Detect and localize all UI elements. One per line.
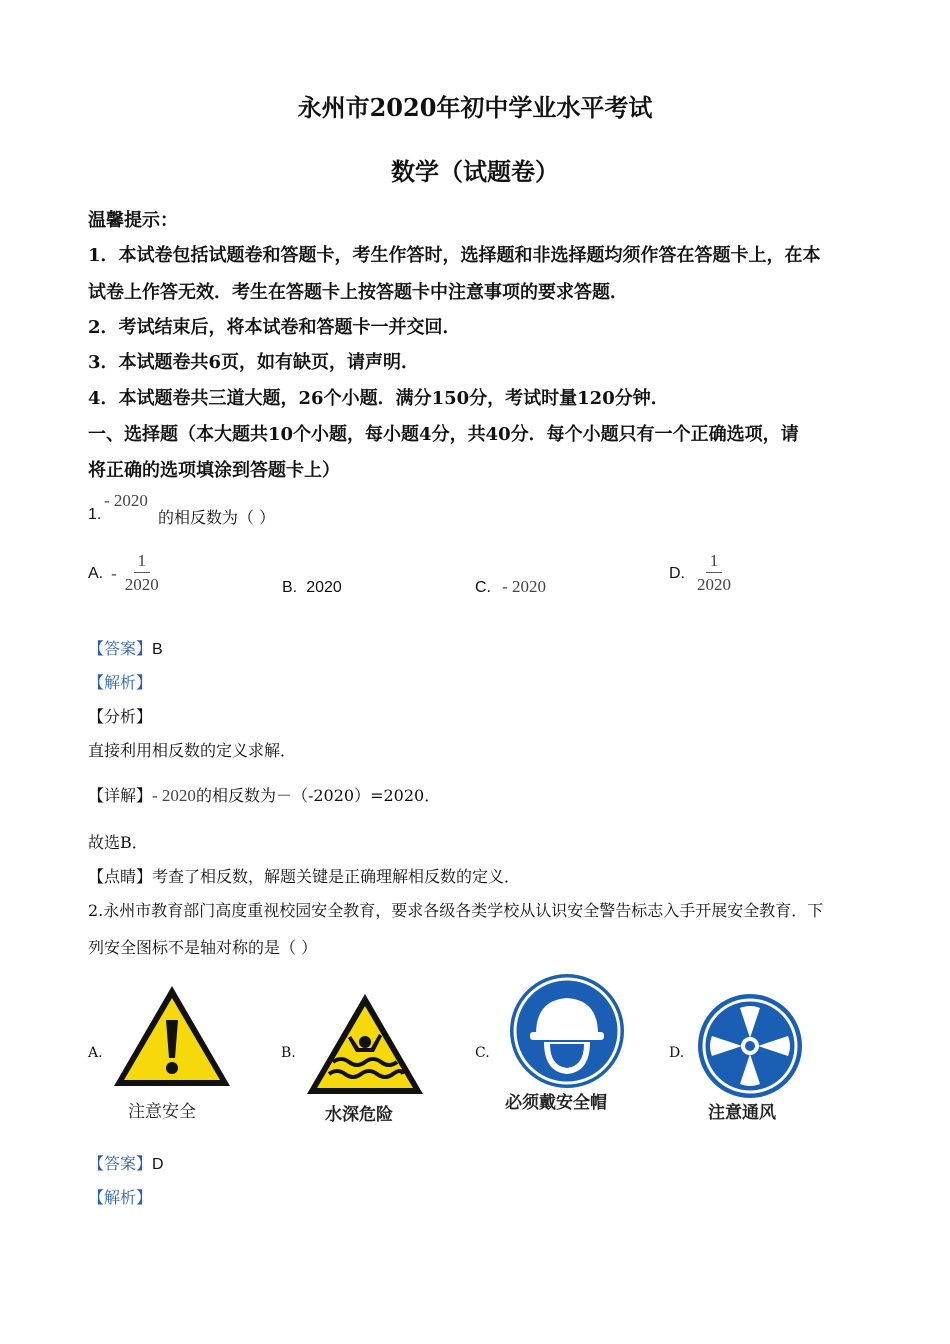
option-c-label: C.	[475, 579, 491, 596]
tips-heading: 温馨提示：	[88, 210, 178, 231]
q1-option-c[interactable]	[475, 577, 546, 597]
option-a-numerator: 1	[134, 550, 151, 573]
q1-comment	[88, 864, 520, 887]
tips-item-3: 3．本试题卷共6页，如有缺页，请声明．	[88, 352, 420, 373]
q2-option-b-label: B.	[281, 1045, 296, 1061]
q1-analysis-tag: 【解析】	[88, 673, 153, 692]
q1-fenxi-text: 直接利用相反数的定义求解．	[88, 741, 297, 760]
option-d-numerator: 1	[706, 550, 723, 573]
q2-option-d-label: D.	[669, 1045, 685, 1061]
q2-stem: 2.永州市教育部门高度重视校园安全教育，要求各级各类学校从认识安全警告标志入手开展安全教育．下	[88, 901, 824, 920]
option-c-value: - 2020	[502, 577, 547, 596]
section-heading-cont: 将正确的选项填涂到答题卡上）	[88, 460, 340, 481]
page-subtitle: 数学（试题卷）	[391, 157, 559, 186]
answer-tag: 【答案】	[88, 1154, 153, 1173]
caution-sign-icon	[110, 982, 234, 1090]
q2-option-c-label: C.	[475, 1045, 490, 1061]
q1-option-d[interactable]	[669, 550, 735, 597]
q2-option-d[interactable]	[696, 992, 804, 1100]
answer-tag: 【答案】	[88, 639, 153, 658]
q2-stem-cont: 列安全图标不是轴对称的是（ ）	[88, 938, 318, 957]
detail-expression: - 2020	[152, 786, 196, 805]
detail-text: 的相反数为－（-2020）=2020．	[195, 786, 441, 805]
detail-tag: 【详解】	[88, 786, 153, 805]
q1-choose: 故选B．	[88, 833, 148, 852]
q1-option-a[interactable]	[88, 550, 163, 597]
q1-expression: - 2020	[104, 491, 148, 510]
tips-item-2: 2．考试结束后，将本试卷和答题卡一并交回．	[88, 317, 461, 338]
hard-hat-sign-icon	[508, 972, 626, 1090]
answer-value: B	[152, 641, 163, 658]
q1-option-b[interactable]	[282, 577, 342, 597]
answer-value: D	[152, 1156, 164, 1173]
option-a-denominator: 2020	[124, 575, 159, 594]
deep-water-sign-icon	[303, 990, 427, 1098]
q2-option-a-caption: 注意安全	[128, 1102, 196, 1122]
q2-option-c[interactable]	[508, 972, 626, 1090]
q2-option-a[interactable]	[110, 982, 234, 1090]
option-b-value: 2020	[306, 579, 342, 596]
option-a-sign: -	[111, 563, 117, 583]
option-d-fraction	[693, 550, 735, 597]
q2-option-b-caption: 水深危险	[325, 1105, 393, 1125]
option-a-fraction	[121, 550, 163, 597]
comment-tag: 【点睛】	[88, 867, 153, 886]
option-a-label: A.	[88, 564, 104, 582]
q1-fenxi-tag: 【分析】	[88, 707, 153, 726]
q2-option-b[interactable]	[303, 990, 427, 1098]
q2-option-a-label: A.	[88, 1045, 103, 1061]
option-d-label: D.	[669, 564, 685, 582]
page-title: 永州市2020年初中学业水平考试	[297, 93, 653, 122]
q1-answer	[88, 636, 163, 659]
comment-text: 考查了相反数，解题关键是正确理解相反数的定义．	[152, 867, 521, 886]
section-heading: 一、选择题（本大题共10个小题，每小题4分，共40分．每个小题只有一个正确选项，请	[88, 424, 799, 445]
q1-number: 1.	[88, 506, 102, 523]
q1-detail	[88, 783, 440, 806]
option-d-denominator: 2020	[697, 575, 731, 594]
tips-item-4: 4．本试题卷共三道大题，26个小题．满分150分，考试时量120分钟．	[88, 388, 669, 409]
q2-answer	[88, 1151, 164, 1174]
q1-stem: 的相反数为（ ）	[158, 508, 276, 527]
option-b-label: B.	[282, 579, 298, 596]
q2-analysis-tag: 【解析】	[88, 1188, 153, 1207]
tips-item-1: 1．本试卷包括试题卷和答题卡，考生作答时，选择题和非选择题均须作答在答题卡上，在本	[88, 245, 821, 266]
q2-option-d-caption: 注意通风	[708, 1103, 776, 1123]
q2-option-c-caption: 必须戴安全帽	[505, 1093, 607, 1113]
ventilation-sign-icon	[696, 992, 804, 1100]
tips-item-1-cont: 试卷上作答无效．考生在答题卡上按答题卡中注意事项的要求答题．	[88, 282, 628, 303]
